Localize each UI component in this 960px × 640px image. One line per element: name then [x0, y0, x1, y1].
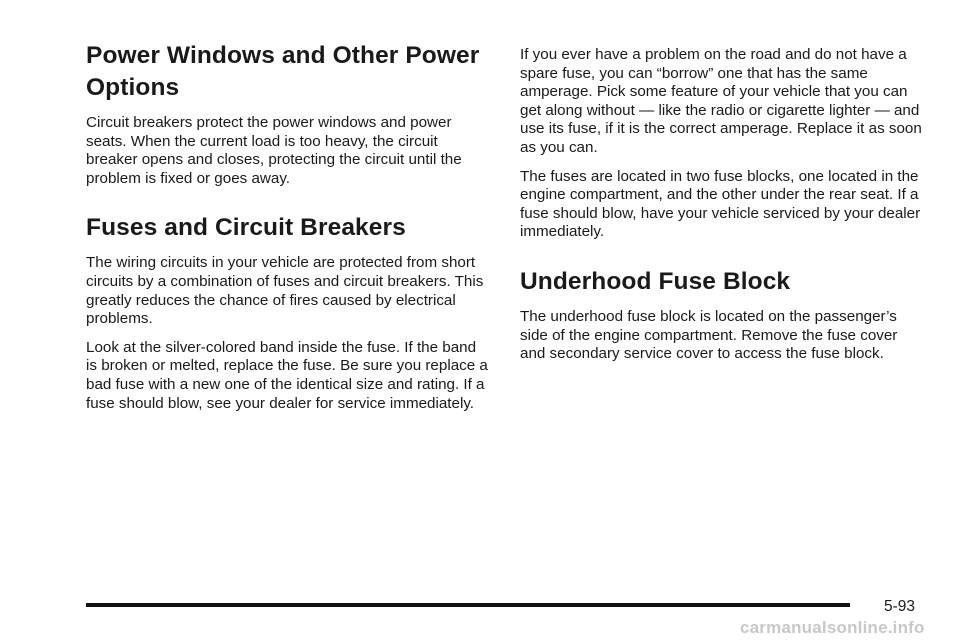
paragraph-borrow-fuse: If you ever have a problem on the road and do not have a spare fuse, you can “borrow” one that has the same amperage. Pick some feature of your vehicle that you can get along without — like the radio or cigarette lighter — and use its fuse, if it is the correct amperage. Replace it as soon as you can.	[520, 46, 922, 156]
heading-underhood-fuse-block: Underhood Fuse Block	[520, 267, 791, 295]
paragraph-silver-band: Look at the silver-colored band inside the fuse. If the band is broken or melted, replace the fuse. Be sure you replace a bad fuse with a new one of the identical size and rating. If a fuse should blow, see your dealer for service immediately.	[86, 338, 488, 412]
paragraph-fuse-locations: The fuses are located in two fuse blocks, one located in the engine compartment, and the other under the rear seat. If a fuse should blow, have your vehicle serviced by your dealer immediately.	[520, 167, 921, 241]
footer-rule	[86, 603, 850, 607]
heading-power-windows	[86, 40, 491, 104]
heading-power-windows-line2: Options	[86, 74, 180, 101]
paragraph-circuit-breakers: Circuit breakers protect the power windows and power seats. When the current load is too heavy, the circuit breaker opens and closes, protecting the circuit until the problem is fixed or goes away.	[86, 114, 462, 187]
right-column	[520, 46, 925, 374]
paragraph-underhood-location: The underhood fuse block is located on the passenger’s side of the engine compartment. Remove the fuse cover and secondary service cover to access the fuse block.	[520, 307, 898, 363]
page-number: 5-93	[884, 598, 916, 615]
heading-fuses-circuit-breakers: Fuses and Circuit Breakers	[86, 214, 406, 242]
left-column	[86, 40, 491, 423]
paragraph-wiring-circuits: The wiring circuits in your vehicle are protected from short circuits by a combination of fuses and circuit breakers. This greatly reduces the chance of fires caused by electrical problems.	[86, 254, 484, 328]
watermark: carmanualsonline.info	[740, 618, 925, 637]
heading-power-windows-line1: Power Windows and Other Power	[86, 42, 480, 69]
